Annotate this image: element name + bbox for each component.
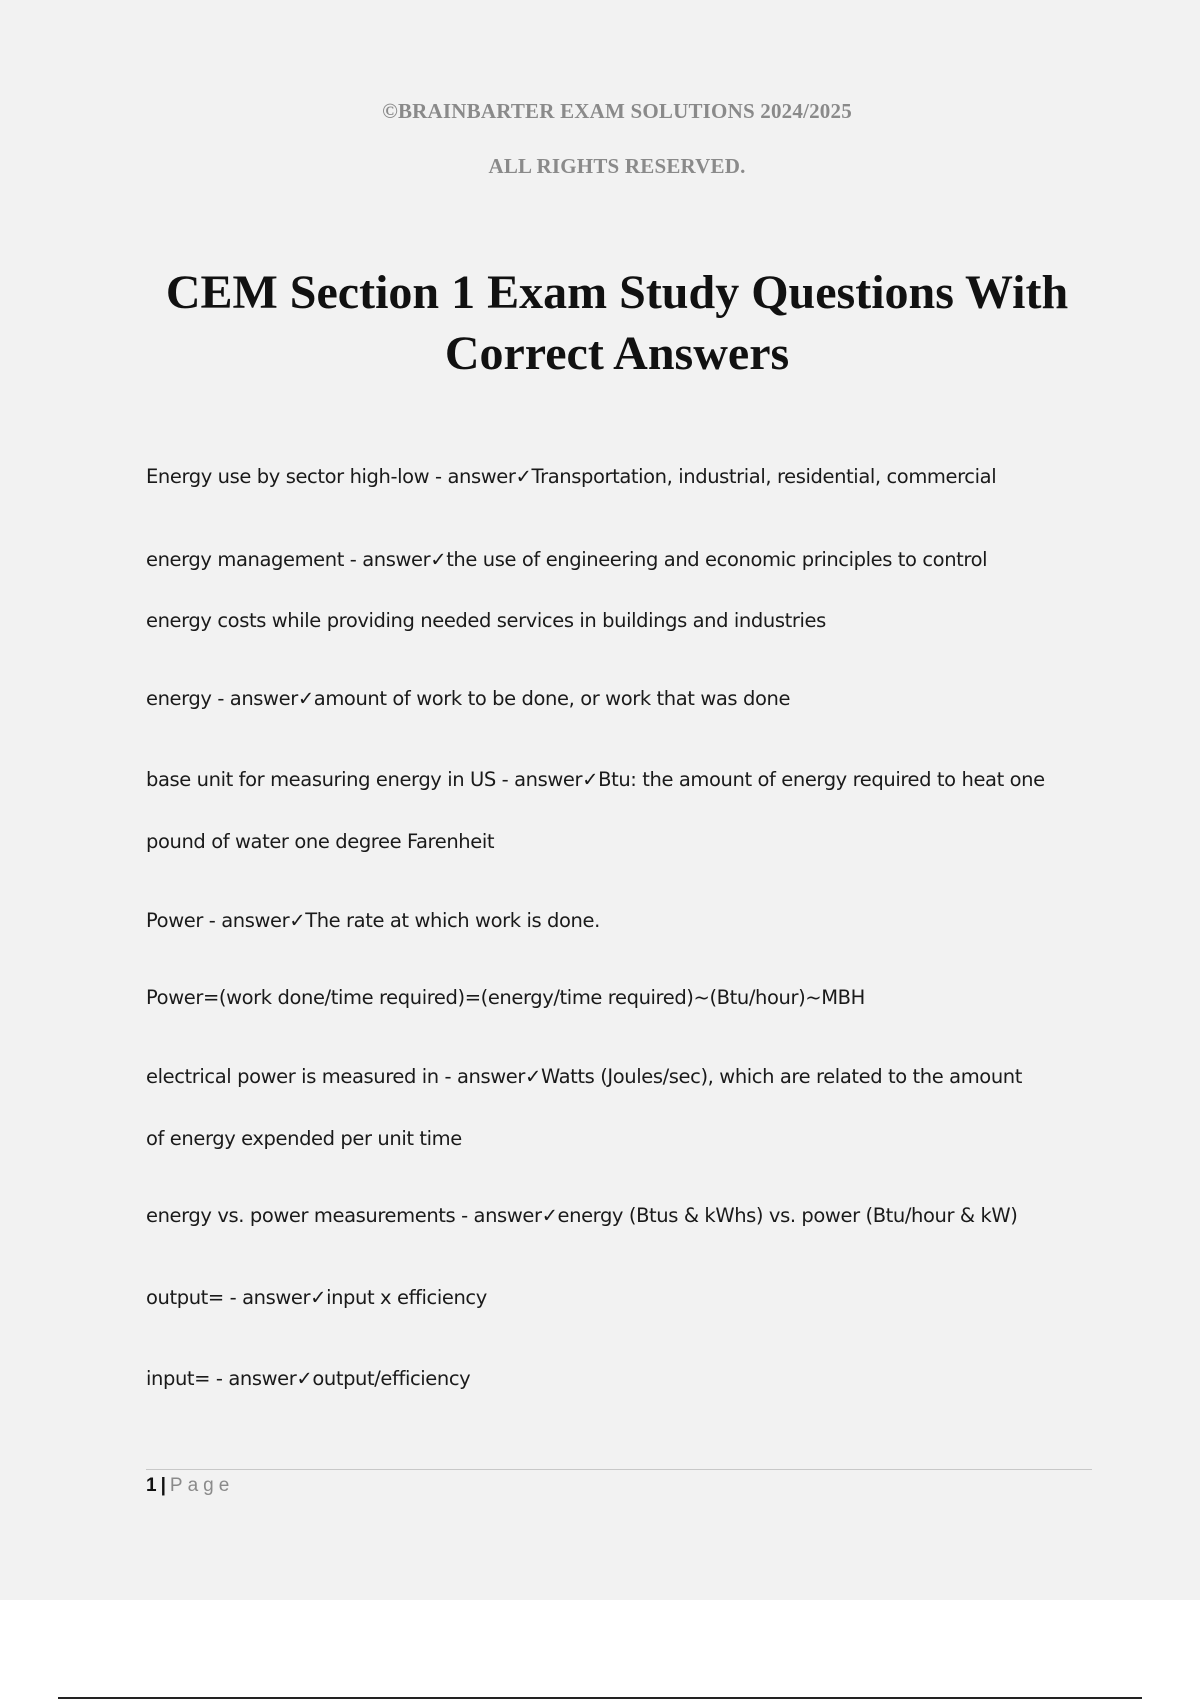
next-page-divider	[58, 1697, 1142, 1699]
page-footer	[146, 1475, 234, 1497]
answer-text: amount of work to be done, or work that was done	[313, 687, 791, 710]
answer-continuation: energy costs while providing needed services in buildings and industries	[146, 609, 826, 632]
answer-text: the use of engineering and economic principles to control	[446, 548, 988, 571]
footer-divider	[146, 1469, 1092, 1470]
question-text: electrical power is measured in - answer	[146, 1065, 526, 1088]
answer-text: Transportation, industrial, residential, commercial	[531, 465, 997, 488]
copyright-header: ©BRAINBARTER EXAM SOLUTIONS 2024/2025	[382, 99, 852, 123]
qa-entry	[146, 909, 1106, 932]
rights-reserved-header: ALL RIGHTS RESERVED.	[488, 154, 746, 178]
title-line-1: CEM Section 1 Exam Study Questions With	[165, 266, 1069, 319]
answer-text: The rate at which work is done.	[305, 909, 600, 932]
answer-continuation: pound of water one degree Farenheit	[146, 830, 495, 853]
checkmark-icon: ✓	[289, 909, 306, 932]
document-title	[120, 262, 1114, 384]
qa-entry	[146, 465, 1106, 488]
qa-entry	[146, 548, 1106, 571]
checkmark-icon: ✓	[296, 1367, 313, 1390]
checkmark-icon: ✓	[525, 1065, 541, 1088]
checkmark-icon: ✓	[582, 768, 599, 791]
title-line-2: Correct Answers	[444, 327, 790, 380]
qa-entry	[146, 1286, 1106, 1309]
formula-line: Power=(work done/time required)=(energy/time required)~(Btu/hour)~MBH	[146, 986, 865, 1009]
question-text: energy vs. power measurements - answer	[146, 1204, 542, 1227]
qa-entry	[146, 1204, 1106, 1227]
page-label: Page	[169, 1475, 235, 1496]
answer-text: energy (Btus & kWhs) vs. power (Btu/hour & kW)	[557, 1204, 1018, 1227]
question-text: energy management - answer	[146, 548, 431, 571]
checkmark-icon: ✓	[430, 548, 447, 571]
qa-entry	[146, 1367, 1106, 1390]
checkmark-icon: ✓	[310, 1286, 327, 1309]
checkmark-icon: ✓	[541, 1204, 558, 1227]
footer-separator: |	[160, 1475, 166, 1496]
qa-entry	[146, 687, 1106, 710]
question-text: input= - answer	[146, 1367, 297, 1390]
answer-text: Watts (Joules/sec), which are related to the amount	[540, 1065, 1022, 1088]
answer-continuation: of energy expended per unit time	[146, 1127, 462, 1150]
answer-text: input x efficiency	[326, 1286, 487, 1309]
question-text: output= - answer	[146, 1286, 311, 1309]
question-text: energy - answer	[146, 687, 298, 710]
checkmark-icon: ✓	[515, 465, 532, 488]
question-text: Energy use by sector high-low - answer	[146, 465, 516, 488]
page-number: 1	[146, 1475, 157, 1496]
qa-entry	[146, 768, 1106, 791]
question-text: Power - answer	[146, 909, 290, 932]
answer-text: Btu: the amount of energy required to heat one	[598, 768, 1045, 791]
question-text: base unit for measuring energy in US - answer	[146, 768, 583, 791]
answer-text: output/efficiency	[312, 1367, 471, 1390]
checkmark-icon: ✓	[297, 687, 314, 710]
qa-entry	[146, 1065, 1106, 1088]
